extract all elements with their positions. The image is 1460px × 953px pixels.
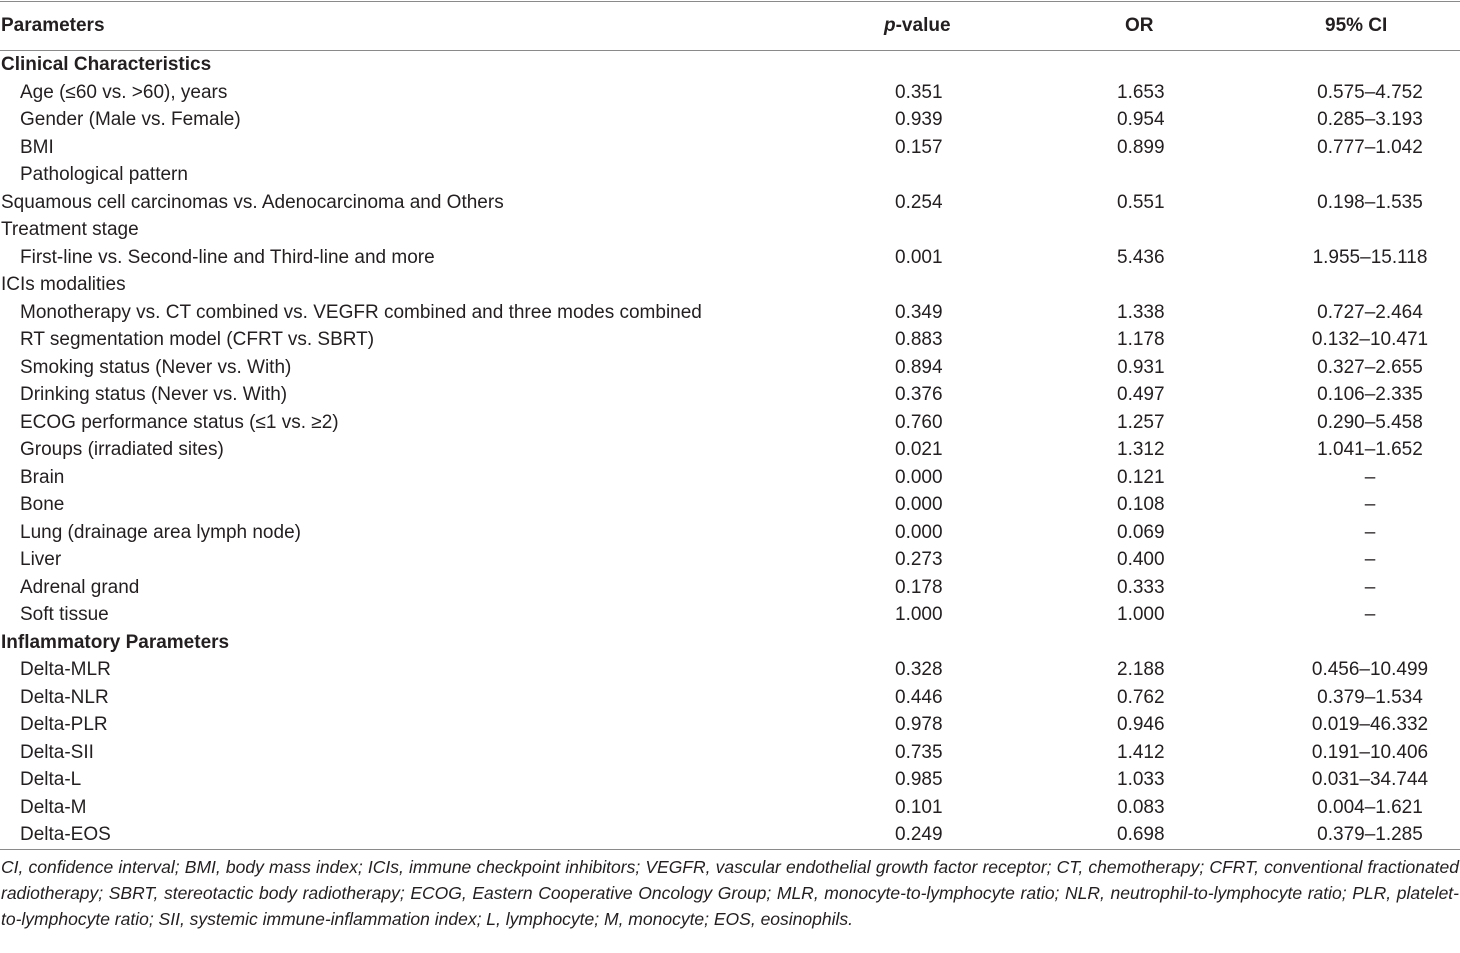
ci-cell: [1280, 629, 1460, 657]
parameter-cell: Delta-EOS: [20, 824, 111, 845]
ci-cell: 0.132–10.471: [1311, 329, 1429, 350]
p-value-cell: 0.735: [895, 741, 943, 763]
p-value-cell: 0.760: [895, 411, 943, 433]
ci-cell: –: [1364, 494, 1376, 515]
section-header-row: [0, 51, 1460, 79]
table-body: [0, 51, 1460, 849]
table-row: [0, 354, 1460, 382]
parameter-cell: Treatment stage: [1, 219, 139, 240]
or-cell: 0.333: [1117, 576, 1165, 598]
p-value-cell: 0.254: [895, 191, 943, 213]
table-row: [0, 711, 1460, 739]
ci-cell: 1.955–15.118: [1312, 246, 1428, 268]
ci-cell: 0.019–46.332: [1311, 714, 1429, 735]
p-value-cell: 0.101: [895, 796, 943, 818]
header-p-italic: p: [884, 15, 896, 36]
parameter-cell: Delta-SII: [20, 741, 94, 763]
table-row: [0, 794, 1460, 822]
or-cell: 1.412: [1117, 741, 1165, 763]
parameter-cell: Drinking status (Never vs. With): [20, 384, 288, 405]
table-row: [0, 464, 1460, 492]
ci-cell: 0.004–1.621: [1317, 796, 1423, 818]
ci-cell: 0.456–10.499: [1311, 659, 1429, 680]
or-cell: 1.312: [1117, 439, 1165, 460]
ci-cell: –: [1364, 521, 1376, 543]
ci-cell: 0.327–2.655: [1317, 356, 1423, 378]
p-value-cell: 0.351: [895, 81, 943, 103]
table-row: [0, 821, 1460, 849]
table-row: [0, 271, 1460, 299]
p-value-cell: 0.273: [895, 549, 943, 570]
table-row: [0, 161, 1460, 189]
or-cell: 0.698: [1117, 824, 1165, 845]
parameter-cell: Soft tissue: [20, 604, 109, 625]
ci-cell: 0.290–5.458: [1317, 411, 1423, 433]
logistic-regression-table: [0, 2, 1460, 50]
table-row: [0, 574, 1460, 602]
or-cell: 1.338: [1117, 301, 1165, 323]
or-cell: [1000, 216, 1280, 244]
or-cell: 1.033: [1117, 769, 1165, 790]
p-value-cell: [840, 216, 1000, 244]
table-row: [0, 601, 1460, 629]
ci-cell: [1280, 271, 1460, 299]
or-cell: 0.899: [1117, 136, 1165, 158]
or-cell: [1000, 161, 1280, 189]
or-cell: 1.653: [1117, 81, 1165, 103]
p-value-cell: [840, 271, 1000, 299]
parameter-cell: Adrenal grand: [20, 576, 140, 598]
or-cell: 1.178: [1117, 329, 1165, 350]
parameter-cell: ECOG performance status (≤1 vs. ≥2): [20, 411, 339, 433]
parameter-cell: Delta-NLR: [20, 686, 109, 708]
parameter-cell: Inflammatory Parameters: [1, 631, 230, 653]
p-value-cell: 0.021: [895, 439, 943, 460]
p-value-cell: 0.446: [895, 686, 943, 708]
ci-cell: –: [1364, 549, 1376, 570]
or-cell: 0.954: [1117, 109, 1165, 130]
or-cell: 0.497: [1117, 384, 1165, 405]
results-table-container: [0, 1, 1460, 932]
table-row: [0, 519, 1460, 547]
ci-cell: [1280, 51, 1460, 79]
ci-cell: 0.575–4.752: [1317, 81, 1423, 103]
or-cell: 0.083: [1117, 796, 1165, 818]
parameter-cell: Lung (drainage area lymph node): [20, 521, 301, 543]
parameter-cell: Bone: [20, 494, 65, 515]
table-row: [0, 381, 1460, 409]
ci-cell: –: [1364, 604, 1376, 625]
table-row: [0, 656, 1460, 684]
ci-cell: 0.106–2.335: [1317, 384, 1423, 405]
or-cell: 0.069: [1117, 521, 1165, 543]
header-ci: 95% CI: [1325, 15, 1388, 36]
parameter-cell: Gender (Male vs. Female): [20, 109, 241, 130]
ci-cell: –: [1364, 466, 1376, 488]
p-value-cell: 0.376: [895, 384, 943, 405]
p-value-cell: 0.939: [895, 109, 943, 130]
parameter-cell: Clinical Characteristics: [1, 54, 212, 75]
p-value-cell: 0.178: [895, 576, 943, 598]
table-row: [0, 79, 1460, 107]
parameter-cell: Age (≤60 vs. >60), years: [20, 81, 228, 103]
ci-cell: 1.041–1.652: [1317, 439, 1423, 460]
p-value-cell: 0.000: [895, 494, 943, 515]
p-value-cell: [840, 629, 1000, 657]
parameter-cell: RT segmentation model (CFRT vs. SBRT): [20, 329, 375, 350]
or-cell: 0.551: [1117, 191, 1165, 213]
table-row: [0, 106, 1460, 134]
parameter-cell: Brain: [20, 466, 65, 488]
or-cell: 0.400: [1117, 549, 1165, 570]
or-cell: [1000, 629, 1280, 657]
parameter-cell: BMI: [20, 136, 54, 158]
ci-cell: 0.379–1.534: [1317, 686, 1423, 708]
parameter-cell: Delta-L: [20, 769, 82, 790]
parameter-cell: Delta-MLR: [20, 659, 111, 680]
or-cell: 2.188: [1117, 659, 1165, 680]
ci-cell: [1280, 161, 1460, 189]
p-value-cell: 0.000: [895, 521, 943, 543]
or-cell: [1000, 271, 1280, 299]
parameter-cell: Groups (irradiated sites): [20, 439, 224, 460]
ci-cell: 0.198–1.535: [1317, 191, 1423, 213]
ci-cell: 0.285–3.193: [1317, 109, 1423, 130]
table-row: [0, 766, 1460, 794]
table-row: [0, 299, 1460, 327]
parameter-cell: ICIs modalities: [1, 274, 126, 295]
table-row: [0, 216, 1460, 244]
or-cell: 0.762: [1117, 686, 1165, 708]
ci-cell: –: [1364, 576, 1376, 598]
parameter-cell: First-line vs. Second-line and Third-line and more: [20, 246, 435, 268]
or-cell: 0.931: [1117, 356, 1165, 378]
header-parameters: Parameters: [1, 15, 105, 36]
table-row: [0, 189, 1460, 217]
p-value-cell: 0.249: [895, 824, 943, 845]
p-value-cell: 0.883: [895, 329, 943, 350]
table-row: [0, 134, 1460, 162]
parameter-cell: Delta-PLR: [20, 714, 108, 735]
parameter-cell: Squamous cell carcinomas vs. Adenocarcinoma and Others: [1, 191, 504, 213]
p-value-cell: 0.985: [895, 769, 943, 790]
or-cell: 1.257: [1117, 411, 1165, 433]
or-cell: [1000, 51, 1280, 79]
or-cell: 1.000: [1117, 604, 1165, 625]
table-row: [0, 546, 1460, 574]
header-p-rest: -value: [895, 15, 951, 36]
table-row: [0, 326, 1460, 354]
parameter-cell: Delta-M: [20, 796, 87, 818]
section-header-row: [0, 629, 1460, 657]
ci-cell: 0.379–1.285: [1317, 824, 1423, 845]
table-footnote: CI, confidence interval; BMI, body mass index; ICIs, immune checkpoint inhibitors; VEGFR, vascular endothelial growth factor receptor; CT, chemotherapy; CFRT, conventional fractionated radiotherapy; SBRT, stereotactic body radiotherapy; ECOG, Eastern Cooperative Oncology Group; MLR, monocyte-to-lymphocyte ratio; NLR, neutrophil-to-lymphocyte ratio; PLR, platelet-to-lymphocyte ratio; SII, systemic immune-inflammation index; L, lymphocyte; M, monocyte; EOS, eosinophils.: [1, 856, 1459, 929]
table-row: [0, 409, 1460, 437]
table-row: [0, 491, 1460, 519]
ci-cell: 0.777–1.042: [1317, 136, 1423, 158]
parameter-cell: Pathological pattern: [20, 164, 188, 185]
header-row: [0, 2, 1460, 50]
p-value-cell: 0.328: [895, 659, 943, 680]
ci-cell: 0.031–34.744: [1311, 769, 1429, 790]
or-cell: 0.946: [1117, 714, 1165, 735]
p-value-cell: 0.001: [895, 246, 943, 268]
parameter-cell: Smoking status (Never vs. With): [20, 356, 292, 378]
parameter-cell: Monotherapy vs. CT combined vs. VEGFR combined and three modes combined: [20, 301, 702, 323]
p-value-cell: 0.000: [895, 466, 943, 488]
p-value-cell: 0.157: [895, 136, 943, 158]
p-value-cell: [840, 51, 1000, 79]
ci-cell: 0.727–2.464: [1317, 301, 1423, 323]
header-or: OR: [1125, 15, 1154, 36]
ci-cell: [1280, 216, 1460, 244]
or-cell: 0.108: [1117, 494, 1165, 515]
ci-cell: 0.191–10.406: [1311, 741, 1429, 763]
or-cell: 0.121: [1117, 466, 1165, 488]
p-value-cell: 0.349: [895, 301, 943, 323]
table-row: [0, 244, 1460, 272]
header-p-value: [840, 2, 1000, 50]
table-row: [0, 684, 1460, 712]
p-value-cell: 0.894: [895, 356, 943, 378]
p-value-cell: [840, 161, 1000, 189]
parameter-cell: Liver: [20, 549, 62, 570]
table-row: [0, 739, 1460, 767]
p-value-cell: 1.000: [895, 604, 943, 625]
table-row: [0, 436, 1460, 464]
p-value-cell: 0.978: [895, 714, 943, 735]
or-cell: 5.436: [1117, 246, 1165, 268]
